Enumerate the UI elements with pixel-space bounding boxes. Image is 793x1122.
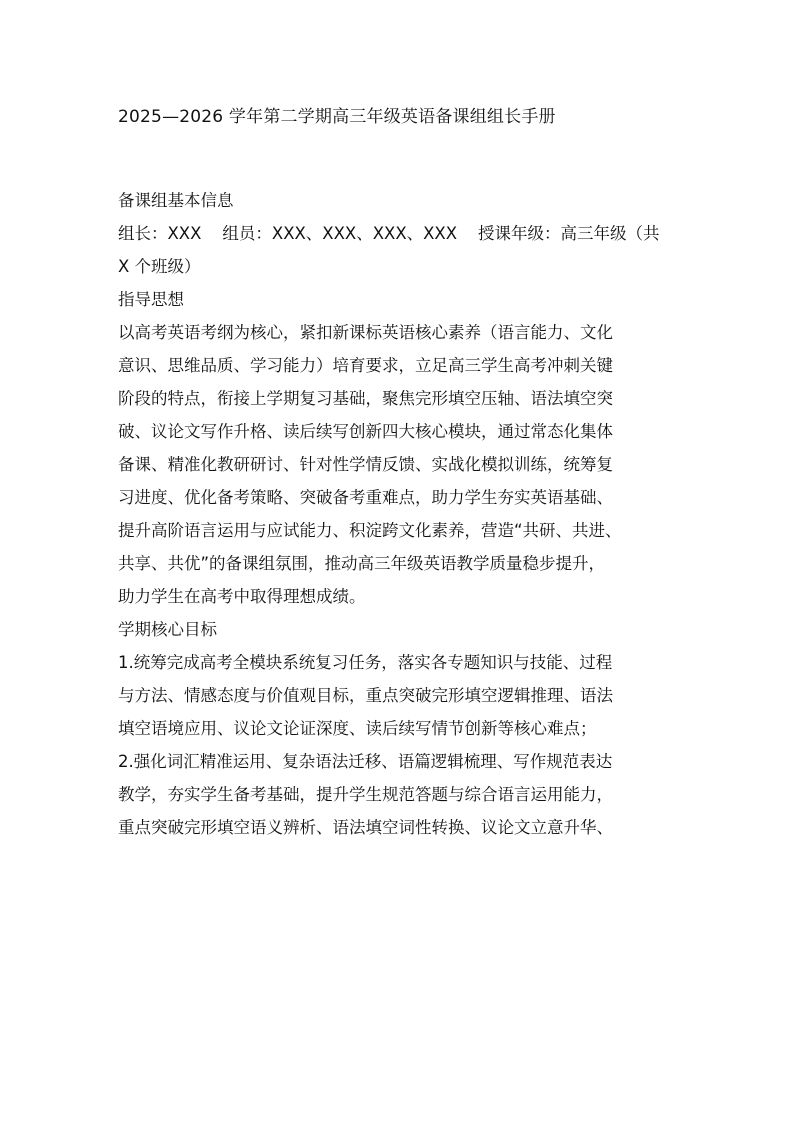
guiding-line: 以高考英语考纲为核心，紧扣新课标英语核心素养（语言能力、文化 bbox=[118, 323, 613, 342]
section-heading-goals: 学期核心目标 bbox=[118, 620, 217, 639]
guiding-line: 提升高阶语言运用与应试能力、积淀跨文化素养，营造“共研、共进、 bbox=[118, 521, 622, 540]
section-heading-basic-info: 备课组基本信息 bbox=[118, 191, 234, 210]
guiding-line: 备课、精准化教研研讨、针对性学情反馈、实战化模拟训练，统筹复 bbox=[118, 455, 613, 474]
guiding-line: 习进度、优化备考策略、突破备考重难点，助力学生夯实英语基础、 bbox=[118, 488, 613, 507]
goals-line: 1.统筹完成高考全模块系统复习任务，落实各专题知识与技能、过程 bbox=[118, 653, 613, 672]
goals-line: 2.强化词汇精准运用、复杂语法迁移、语篇逻辑梳理、写作规范表达 bbox=[118, 752, 613, 771]
goals-line: 填空语境应用、议论文论证深度、读后续写情节创新等核心难点； bbox=[118, 719, 597, 738]
goals-line: 与方法、情感态度与价值观目标，重点突破完形填空逻辑推理、语法 bbox=[118, 686, 613, 705]
document-body bbox=[118, 184, 678, 844]
guiding-line: 阶段的特点，衔接上学期复习基础，聚焦完形填空压轴、语法填空突 bbox=[118, 389, 613, 408]
guiding-line: 破、议论文写作升格、读后续写创新四大核心模块，通过常态化集体 bbox=[118, 422, 613, 441]
goals-line: 教学，夯实学生备考基础，提升学生规范答题与综合语言运用能力， bbox=[118, 785, 613, 804]
guiding-line: 助力学生在高考中取得理想成绩。 bbox=[118, 587, 366, 606]
guiding-line: 意识、思维品质、学习能力）培育要求，立足高三学生高考冲刺关键 bbox=[118, 356, 613, 375]
basic-info-line: X 个班级） bbox=[118, 257, 201, 276]
goals-line: 重点突破完形填空语义辨析、语法填空词性转换、议论文立意升华、 bbox=[118, 818, 613, 837]
guiding-line: 共享、共优”的备课组氛围，推动高三年级英语教学质量稳步提升， bbox=[118, 554, 606, 573]
document-title: 2025—2026 学年第二学期高三年级英语备课组组长手册 bbox=[118, 107, 556, 127]
basic-info-line: 组长：XXX 组员：XXX、XXX、XXX、XXX 授课年级：高三年级（共 bbox=[118, 224, 660, 243]
section-heading-guiding: 指导思想 bbox=[118, 290, 184, 309]
